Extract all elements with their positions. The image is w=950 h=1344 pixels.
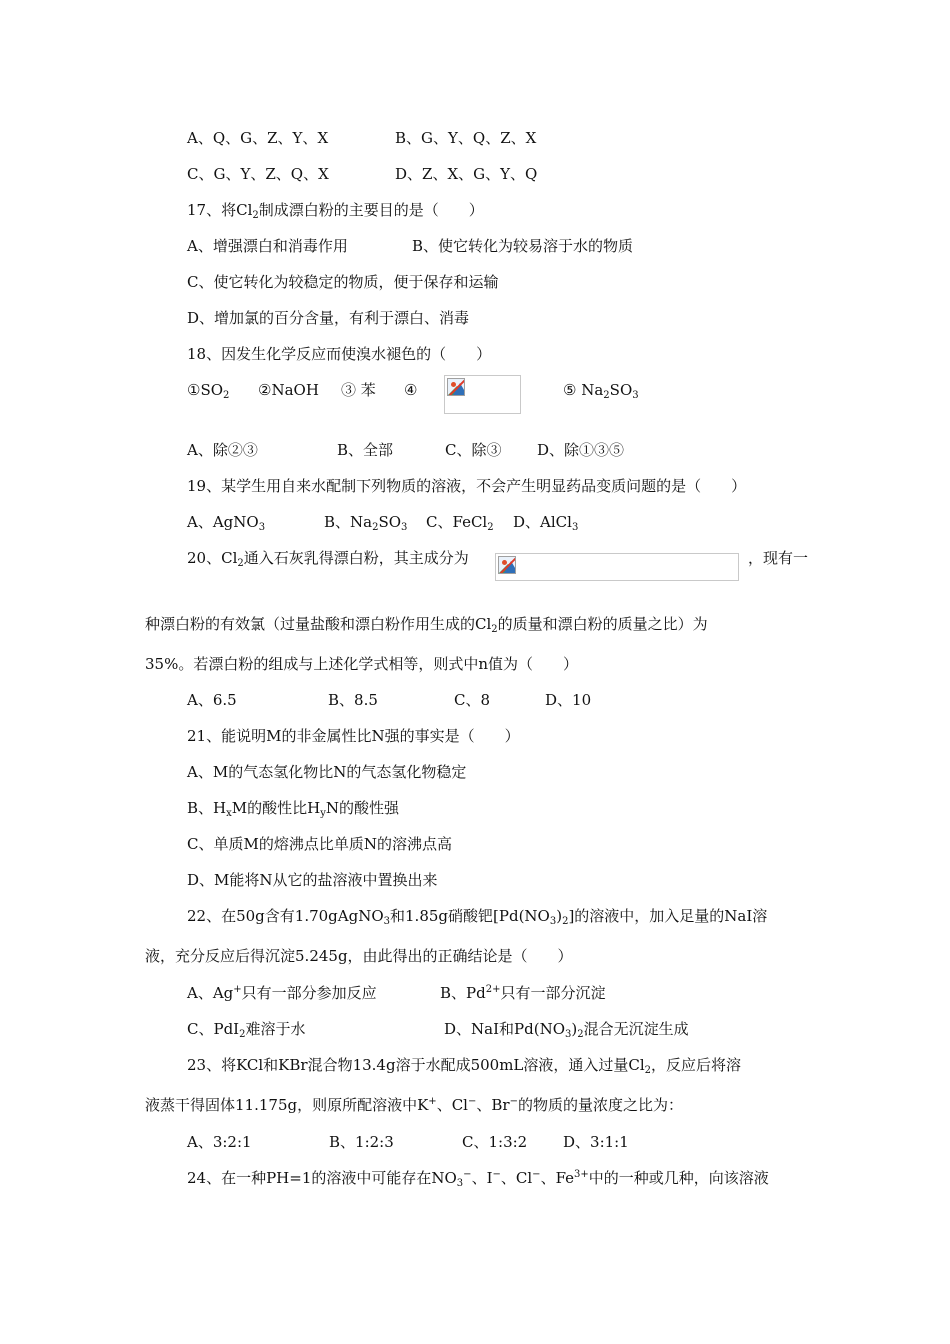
q18-structure-image xyxy=(444,375,521,414)
q18-item-1: $①SO_2$ xyxy=(187,381,230,401)
q16-option-b: B、G、Y、Q、Z、X xyxy=(395,129,537,147)
q18-item-3: ③ 苯 xyxy=(341,381,376,399)
q21-option-a: A、M的气态氢化物比N的气态氢化物稳定 xyxy=(187,763,467,781)
q17-option-d: D、增加氯的百分含量，有利于漂白、消毒 xyxy=(187,309,470,327)
broken-image-icon xyxy=(498,556,516,574)
q17-option-b: B、使它转化为较易溶于水的物质 xyxy=(412,237,634,255)
q19-stem: 19、某学生用自来水配制下列物质的溶液，不会产生明显药品变质问题的是（ ） xyxy=(187,477,747,495)
q23-option-d: D、3:1:1 xyxy=(563,1133,629,1151)
q21-option-b: B、$H_xM$的酸性比$H_yN$的酸性强 xyxy=(187,799,399,819)
q22-option-b: B、$Pd^{2+}$只有一部分沉淀 xyxy=(440,984,606,1002)
q18-stem: 18、因发生化学反应而使溴水褪色的（ ） xyxy=(187,345,492,363)
q16-option-a: A、Q、G、Z、Y、X xyxy=(187,129,329,147)
q18-item-2: ②NaOH xyxy=(258,381,319,399)
q19-option-b: B、$Na_2SO_3$ xyxy=(324,513,408,533)
q21-option-c: C、单质M的熔沸点比单质N的溶沸点高 xyxy=(187,835,452,853)
q22-option-c: C、PdI$_2$难溶于水 xyxy=(187,1020,306,1040)
q18-option-d: D、除①③⑤ xyxy=(537,441,625,459)
q20-option-b: B、8.5 xyxy=(328,691,378,709)
q17-stem: 17、将$Cl_2$制成漂白粉的主要目的是（ ） xyxy=(187,201,484,221)
q18-item-5: ⑤ $Na_2SO_3$ xyxy=(563,381,639,401)
q23-option-c: C、1:3:2 xyxy=(462,1133,528,1151)
q20-option-d: D、10 xyxy=(545,691,592,709)
q17-option-c: C、使它转化为较稳定的物质，便于保存和运输 xyxy=(187,273,499,291)
broken-image-icon xyxy=(447,378,465,396)
q16-option-d: D、Z、X、G、Y、Q xyxy=(395,165,538,183)
q22-option-d: D、NaI和$Pd(NO_3)_2$混合无沉淀生成 xyxy=(444,1020,689,1040)
q19-option-d: D、AlCl$_3$ xyxy=(513,513,579,533)
q23-option-b: B、1:2:3 xyxy=(329,1133,394,1151)
q20-stem: 20、$Cl_2$通入石灰乳得漂白粉，其主成分为 xyxy=(187,549,469,569)
q22-option-a: A、Ag+只有一部分参加反应 xyxy=(187,984,377,1002)
q16-option-c: C、G、Y、Z、Q、X xyxy=(187,165,329,183)
q18-option-b: B、全部 xyxy=(337,441,394,459)
q20-option-c: C、8 xyxy=(454,691,491,709)
q23-stem: 23、将KCl和KBr混合物13.4g溶于水配成500mL溶液，通入过量$Cl_2$，反应后将溶 xyxy=(187,1056,742,1076)
q22-stem-line2: 液，充分反应后得沉淀5.245g，由此得出的正确结论是（ ） xyxy=(145,947,573,965)
q19-option-a: A、AgNO$_3$ xyxy=(187,513,266,533)
q18-option-a: A、除②③ xyxy=(187,441,258,459)
q20-stem-line3: 35%。若漂白粉的组成与上述化学式相等，则式中n值为（ ） xyxy=(145,655,579,673)
q18-item-4: ④ xyxy=(404,381,418,399)
q23-stem-line2: 液蒸干得固体11.175g，则原所配溶液中K+、Cl−、Br−的物质的量浓度之比为： xyxy=(145,1096,683,1114)
q20-formula-image xyxy=(495,553,739,581)
q17-option-a: A、增强漂白和消毒作用 xyxy=(187,237,348,255)
q23-option-a: A、3:2:1 xyxy=(187,1133,252,1151)
q21-stem: 21、能说明M的非金属性比N强的事实是（ ） xyxy=(187,727,520,745)
q21-option-d: D、M能将N从它的盐溶液中置换出来 xyxy=(187,871,438,889)
q20-stem-tail: ，现有一 xyxy=(748,549,809,567)
q20-option-a: A、6.5 xyxy=(187,691,237,709)
q18-option-c: C、除③ xyxy=(445,441,502,459)
q20-stem-line2: 种漂白粉的有效氯（过量盐酸和漂白粉作用生成的$Cl_2$的质量和漂白粉的质量之比）为 xyxy=(145,615,708,635)
q22-stem: 22、在50g含有1.70gAgNO$_3$和1.85g硝酸钯$[Pd(NO_3)_2]$的溶液中，加入足量的NaI溶 xyxy=(187,907,768,927)
q24-stem: 24、在一种PH=1的溶液中可能存在$NO_3^-$、I−、Cl−、$Fe^{3+}$中的一种或几种，向该溶液 xyxy=(187,1169,769,1189)
q19-option-c: C、FeCl$_2$ xyxy=(426,513,494,533)
